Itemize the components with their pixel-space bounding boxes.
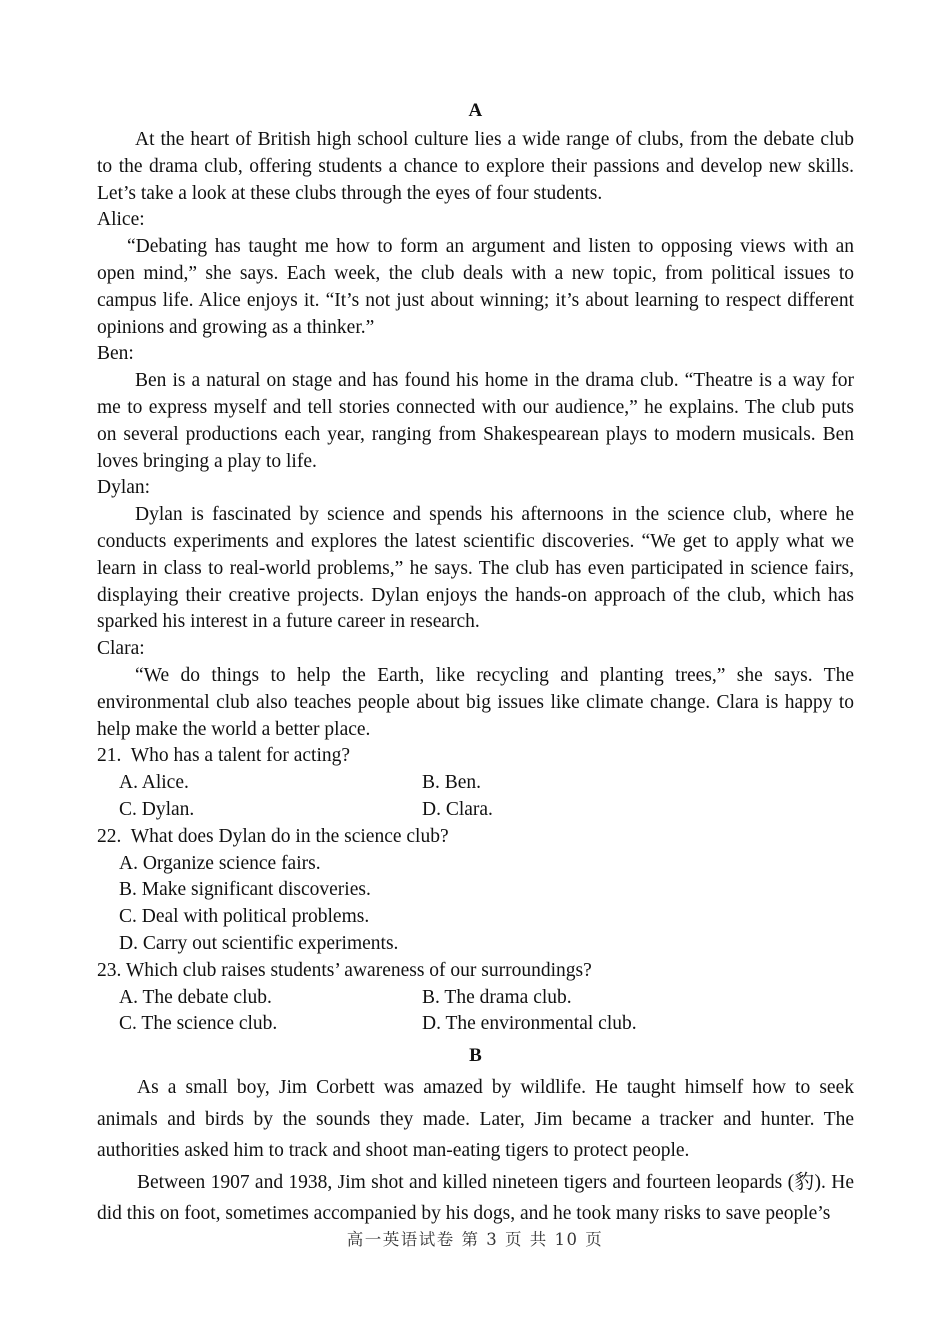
question-23-stem: 23. Which club raises students’ awareness of our surroundings? xyxy=(97,959,592,981)
option-23-a[interactable]: A. The debate club. xyxy=(119,986,272,1008)
passage-b-paragraph-1: As a small boy, Jim Corbett was amazed by wildlife. He taught himself how to seek animals and birds by the sounds they made. Later, Jim became a tracker and hunter. The authorities asked him to track and shoot man-eating tigers to protect people. xyxy=(97,1077,854,1162)
page-footer xyxy=(0,1228,950,1252)
speaker-name-clara: Clara: xyxy=(97,638,145,660)
question-21-options-row-1 xyxy=(97,770,854,797)
section-a-heading: A xyxy=(468,100,483,121)
option-23-d[interactable]: D. The environmental club. xyxy=(422,1013,637,1035)
speaker-text-clara: “We do things to help the Earth, like recycling and planting trees,” she says. The environmental club also teaches people about big issues like climate change. Clara is happy to help make the world a better place. xyxy=(97,664,854,740)
option-23-b[interactable]: B. The drama club. xyxy=(422,986,572,1008)
passage-b-paragraph-2: Between 1907 and 1938, Jim shot and killed nineteen tigers and fourteen leopards (豹). He did this on foot, sometimes accompanied by his dogs, and he took many risks to save people’s xyxy=(97,1171,854,1225)
footer-text: 高一英语试卷 第 3 页 共 10 页 xyxy=(346,1230,604,1249)
page-content xyxy=(97,98,854,1230)
speaker-text-ben: Ben is a natural on stage and has found his home in the drama club. “Theatre is a way for me to express myself and tell stories connected with our audience,” he explains. The club puts on several productions each year, ranging from Shakespearean plays to modern musicals. Ben loves bringing a play to life. xyxy=(97,370,854,472)
option-21-d[interactable]: D. Clara. xyxy=(422,798,493,820)
option-21-c[interactable]: C. Dylan. xyxy=(119,798,195,820)
question-23-options-row-2 xyxy=(97,1011,854,1038)
speaker-name-alice: Alice: xyxy=(97,209,145,231)
speaker-name-dylan: Dylan: xyxy=(97,477,151,499)
section-b-heading: B xyxy=(469,1045,482,1067)
question-23-options-row-1 xyxy=(97,985,854,1012)
question-22-stem: 22. What does Dylan do in the science club? xyxy=(97,825,449,847)
option-22-a[interactable]: A. Organize science fairs. xyxy=(119,852,321,874)
speaker-text-alice: “Debating has taught me how to form an argument and listen to opposing views with an open mind,” she says. Each week, the club deals with a new topic, from political issues to campus life. Alice enjoys it. “It’s not just about winning; it’s about learning to respect different opinions and growing as a thinker.” xyxy=(97,236,854,338)
option-22-c[interactable]: C. Deal with political problems. xyxy=(119,906,370,928)
question-21-options-row-2 xyxy=(97,797,854,824)
passage-a-intro: At the heart of British high school culture lies a wide range of clubs, from the debate club to the drama club, offering students a chance to explore their passions and develop new skills. Let’s take a look at these clubs through the eyes of four students. xyxy=(97,129,854,204)
option-21-a[interactable]: A. Alice. xyxy=(119,772,189,794)
option-22-b[interactable]: B. Make significant discoveries. xyxy=(119,879,371,901)
option-22-d[interactable]: D. Carry out scientific experiments. xyxy=(119,932,399,954)
speaker-name-ben: Ben: xyxy=(97,343,134,365)
speaker-text-dylan: Dylan is fascinated by science and spends his afternoons in the science club, where he conducts experiments and explores the latest scientific discoveries. “We get to apply what we learn in class to real-world problems,” he says. The club has even participated in science fairs, displaying their creative projects. Dylan enjoys the hands-on approach of the club, which has sparked his interest in a future career in research. xyxy=(97,504,854,633)
option-23-c[interactable]: C. The science club. xyxy=(119,1013,278,1035)
question-21-stem: 21. Who has a talent for acting? xyxy=(97,745,351,767)
option-21-b[interactable]: B. Ben. xyxy=(422,772,482,794)
